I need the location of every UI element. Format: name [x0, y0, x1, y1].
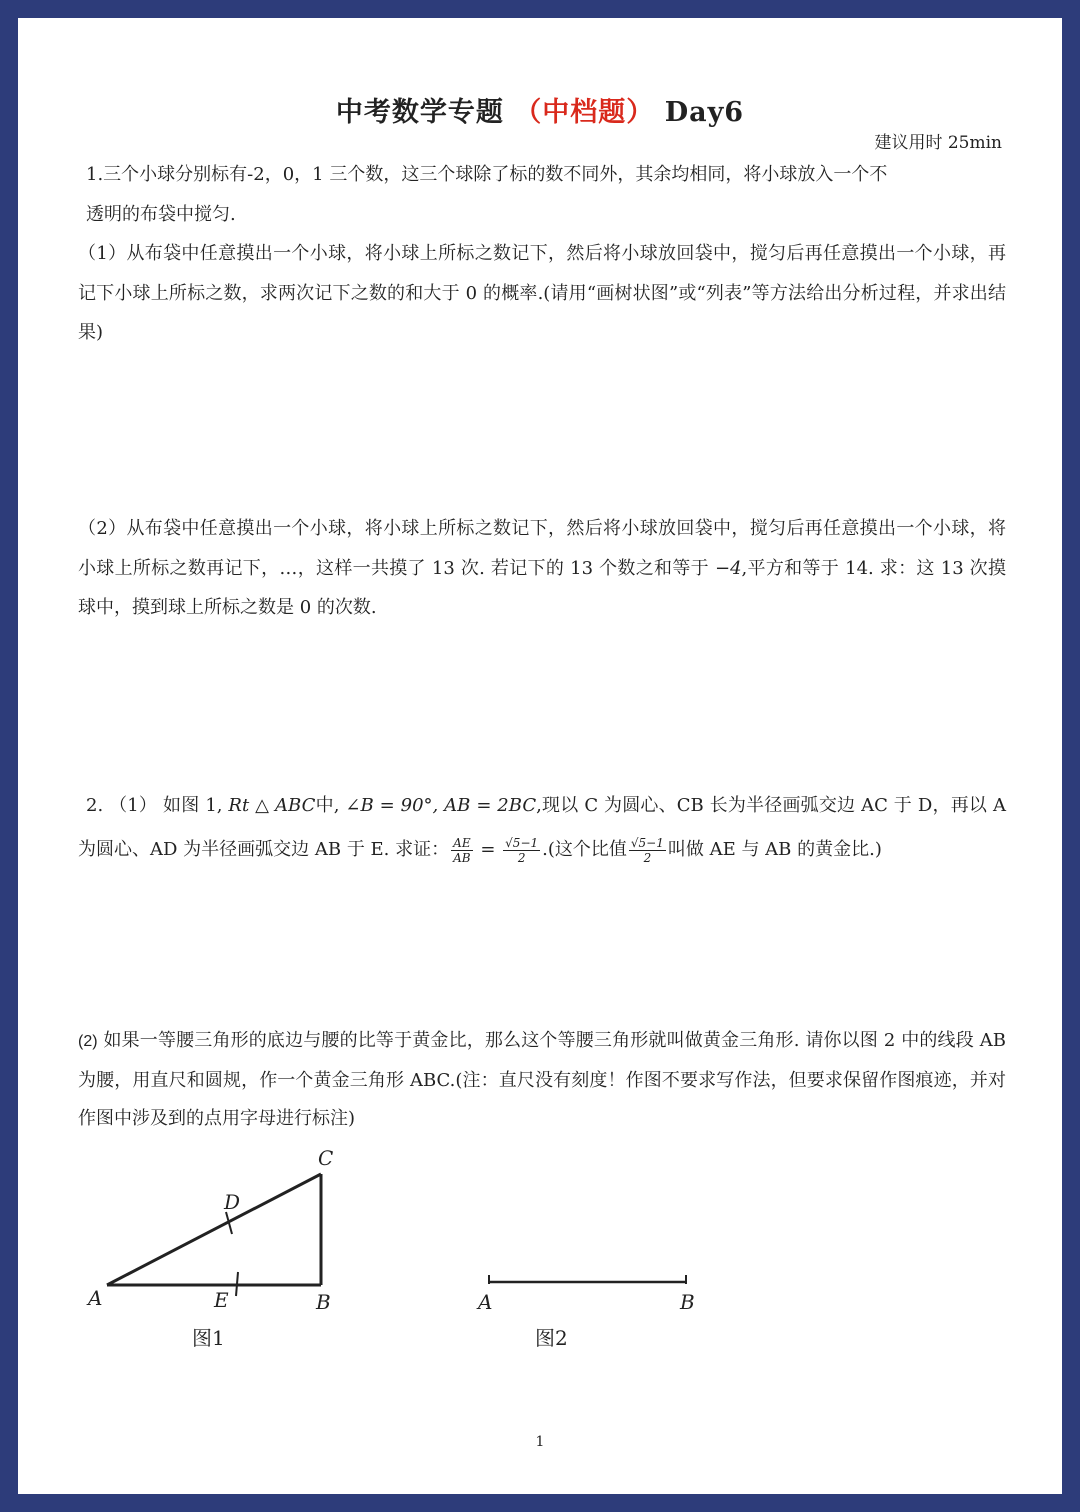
title-difficulty: （中档题）: [514, 97, 655, 128]
q1-part2: [78, 509, 1006, 628]
title-day: Day6: [664, 97, 745, 128]
fig1-point-c: C: [318, 1146, 334, 1170]
q2-part2-label: (2): [78, 1033, 98, 1050]
fig1-point-d: D: [224, 1190, 241, 1214]
fig1-point-a: A: [88, 1286, 103, 1310]
q2-part1-text-a: 2. （1） 如图 1,: [86, 795, 229, 816]
q2-part1-text-c: ,现以 C 为圆心、CB 长为半径画弧交边 AC 于 D，再以 A 为圆心、AD 为半径画弧交边 AB 于 E. 求证：: [78, 795, 1007, 860]
q1-part2-text-b: ,平方和等于 14. 求：这 13 次摸球中，摸到球上所标之数是 0 的次数.: [78, 557, 1006, 618]
fig1-point-b: B: [316, 1290, 331, 1314]
figure2-caption: 图2: [535, 1326, 568, 1350]
q2-part1-text-d: .(这个比值: [542, 839, 627, 860]
q1-part2-neg4: −4: [714, 557, 742, 579]
segment-ac: [107, 1174, 321, 1285]
page-title: [0, 90, 1080, 129]
q1-part1: （1）从布袋中任意摸出一个小球，将小球上所标之数记下，然后将小球放回袋中，搅匀后再任意摸出一个小球，再记下小球上所标之数，求两次记下之数的和大于 0 的概率.(请用“画树状图”或“列表”等方法给出分析过程，并求出结果): [78, 243, 1006, 343]
fraction-golden-2-numerator: √5−1: [630, 835, 664, 850]
q2-part2-text: 如果一等腰三角形的底边与腰的比等于黄金比，那么这个等腰三角形就叫做黄金三角形. 请你以图 2 中的线段 AB 为腰，用直尺和圆规，作一个黄金三角形 ABC.(注：直尺没有刻度！作图不要求写作法，但要求保留作图痕迹，并对作图中涉及到的点用字母进行标注): [78, 1030, 1006, 1129]
figure1-caption: 图1: [192, 1326, 225, 1350]
q2-part1-text-b: 中,: [315, 795, 346, 816]
fraction-golden-numerator: √5−1: [505, 835, 539, 850]
fig1-point-e: E: [214, 1288, 229, 1312]
q1-part2-text-a: （2）从布袋中任意摸出一个小球，将小球上所标之数记下，然后将小球放回袋中，搅匀后再任意摸出一个小球，将小球上所标之数再记下，…，这样一共摸了 13 次. 若记下的 13 个数之和等于: [78, 518, 1006, 579]
q1-intro-line1: 1.三个小球分别标有-2，0，1 三个数，这三个球除了标的数不同外，其余均相同，将小球放入一个不: [86, 164, 888, 185]
fraction-golden-denominator: 2: [517, 850, 526, 865]
equals-sign: =: [474, 839, 502, 860]
fraction-golden-2-denominator: 2: [643, 850, 652, 865]
q2-condition: ∠B = 90°, AB = 2BC: [345, 795, 537, 816]
title-main: 中考数学专题: [335, 97, 504, 128]
fig2-point-b: B: [680, 1290, 695, 1314]
q2-rt-triangle: Rt △ ABC: [228, 795, 316, 816]
fig2-point-a: A: [478, 1290, 493, 1314]
q2-part1: [78, 784, 1006, 872]
arc-mark-e: [236, 1272, 238, 1296]
figure2-segment: [480, 1270, 700, 1294]
fraction-ae-numerator: AE: [451, 836, 472, 851]
fraction-golden: [503, 836, 540, 865]
fraction-golden-2: [629, 836, 666, 865]
q2-part1-text-e: 叫做 AE 与 AB 的黄金比.): [667, 839, 882, 860]
fraction-ae-ab: [451, 836, 472, 865]
q2-part2: [78, 1022, 1006, 1139]
page-number: 1: [535, 1434, 545, 1450]
suggested-time: 建议用时 25min: [874, 133, 1002, 153]
q1-intro: [78, 155, 1006, 234]
fraction-ae-denominator: AB: [453, 850, 471, 865]
q1-intro-line2: 透明的布袋中搅匀.: [86, 203, 236, 225]
